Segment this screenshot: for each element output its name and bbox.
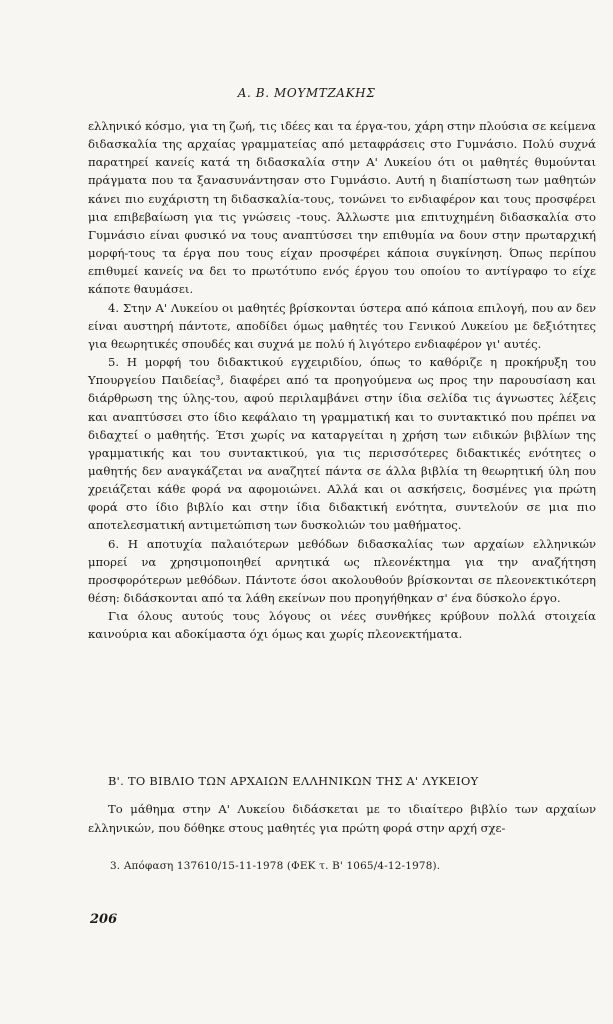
running-head: Α. Β. ΜΟΥΜΤΖΑΚΗΣ bbox=[237, 86, 376, 100]
paragraph-4: 4. Στην Α' Λυκείου οι μαθητές βρίσκονται ύστερα από κάποια επιλογή, που αν δεν είναι αυστηρή πάντοτε, αποδίδει όμως μαθητές του Γενικού Λυκείου με δεξιότητες για θεωρητικές σπουδές και συχνά με πολύ ή λιγότερο ενδιαφέρον γι' αυτές. bbox=[88, 300, 596, 351]
paragraph-conclusion: Για όλους αυτούς τους λόγους οι νέες συνθήκες κρύβουν πολλά στοιχεία καινούρια και αδοκίμαστα όχι όμως και χωρίς πλεονεκτήματα. bbox=[88, 609, 596, 642]
page-number: 206 bbox=[90, 912, 118, 927]
section-text bbox=[88, 800, 596, 837]
body-text bbox=[88, 117, 596, 644]
section-heading: Β'. ΤΟ ΒΙΒΛΙΟ ΤΩΝ ΑΡΧΑΙΩΝ ΕΛΛΗΝΙΚΩΝ ΤΗΣ Α' ΛΥΚΕΙΟΥ bbox=[108, 774, 479, 788]
paragraph-continuation: ελληνικό κόσμο, για τη ζωή, τις ιδέες και τα έργα-του, χάρη στην πλούσια σε κείμενα διδασκαλία της αρχαίας γραμματείας από μεταφράσεις στο Γυμνάσιο. Πολύ συχνά παρατηρεί κανείς κατά τη διδασκαλία στην Α' Λυκείου ότι οι μαθητές θυμούνται πράγματα που τα ξανασυνάντησαν στο Γυμνάσιο. Αυτή η διαπίστωση των μαθητών κάνει πιο ευχάριστη τη διδασκαλία-τους, τονώνει το ενδιαφέρον και τους προσφέρει μια επιβεβαίωση για τις γνώσεις -τους. Άλλωστε μια επιτυχημένη διδασκαλία στο Γυμνάσιο είναι φυσικό να τους αναπτύσσει την επιθυμία να δουν στην πρωταρχική μορφή-τους τα έργα που τους είχαν προσφέρει κάποια συγκίνηση. Όπως περίπου επιθυμεί κανείς να δει το πρωτότυπο ενός έργου του οποίου το αντίγραφο το είχε κάποτε θαυμάσει. bbox=[88, 119, 596, 297]
paragraph-6: 6. Η αποτυχία παλαιότερων μεθόδων διδασκαλίας των αρχαίων ελληνικών μπορεί να χρησιμοποιηθεί αρνητικά ως πλεονέκτημα για την αναζήτηση προσφορότερων μεθόδων. Πάντοτε όσοι ακολουθούν βρίσκονται σε πλεονεκτικότερη θέση: διδάσκονται από τα λάθη εκείνων που προηγήθηκαν σ' ένα δύσκολο έργο. bbox=[88, 536, 596, 606]
footnote: 3. Απόφαση 137610/15-11-1978 (ΦΕΚ τ. Β' 1065/4-12-1978). bbox=[110, 860, 441, 872]
section-paragraph: Το μάθημα στην Α' Λυκείου διδάσκεται με το ιδιαίτερο βιβλίο των αρχαίων ελληνικών, που δόθηκε στους μαθητές για πρώτη φορά στην αρχή σχε- bbox=[88, 802, 596, 835]
paragraph-5: 5. Η μορφή του διδακτικού εγχειριδίου, όπως το καθόριζε η προκήρυξη του Υπουργείου Παιδείας³, διαφέρει από τα προηγούμενα ως προς την παρουσίαση και διάρθρωση της ύλης-του, αφού περιλαμβάνει στην ίδια σελίδα τις άγνωστες λέξεις και αναπτύσσει στο ίδιο κεφάλαιο τη γραμματική και το συντακτικό που πρέπει να διδαχτεί ο μαθητής. Έτσι χωρίς να καταργείται η χρήση των ειδικών βιβλίων της γραμματικής και του συντακτικού, για τις περισσότερες διδακτικές ενότητες ο μαθητής δεν αναγκάζεται να αναζητεί πάντα σε άλλα βιβλία τη θεωρητική ύλη που χρειάζεται κάθε φορά να αφομοιώνει. Αλλά και οι ασκήσεις, δοσμένες για πρώτη φορά στο ίδιο βιβλίο και στην ίδια διδακτική ενότητα, συντελούν σε μια πιο αποτελεσματική αντιμετώπιση των δυσκολιών του μαθήματος. bbox=[88, 355, 596, 533]
